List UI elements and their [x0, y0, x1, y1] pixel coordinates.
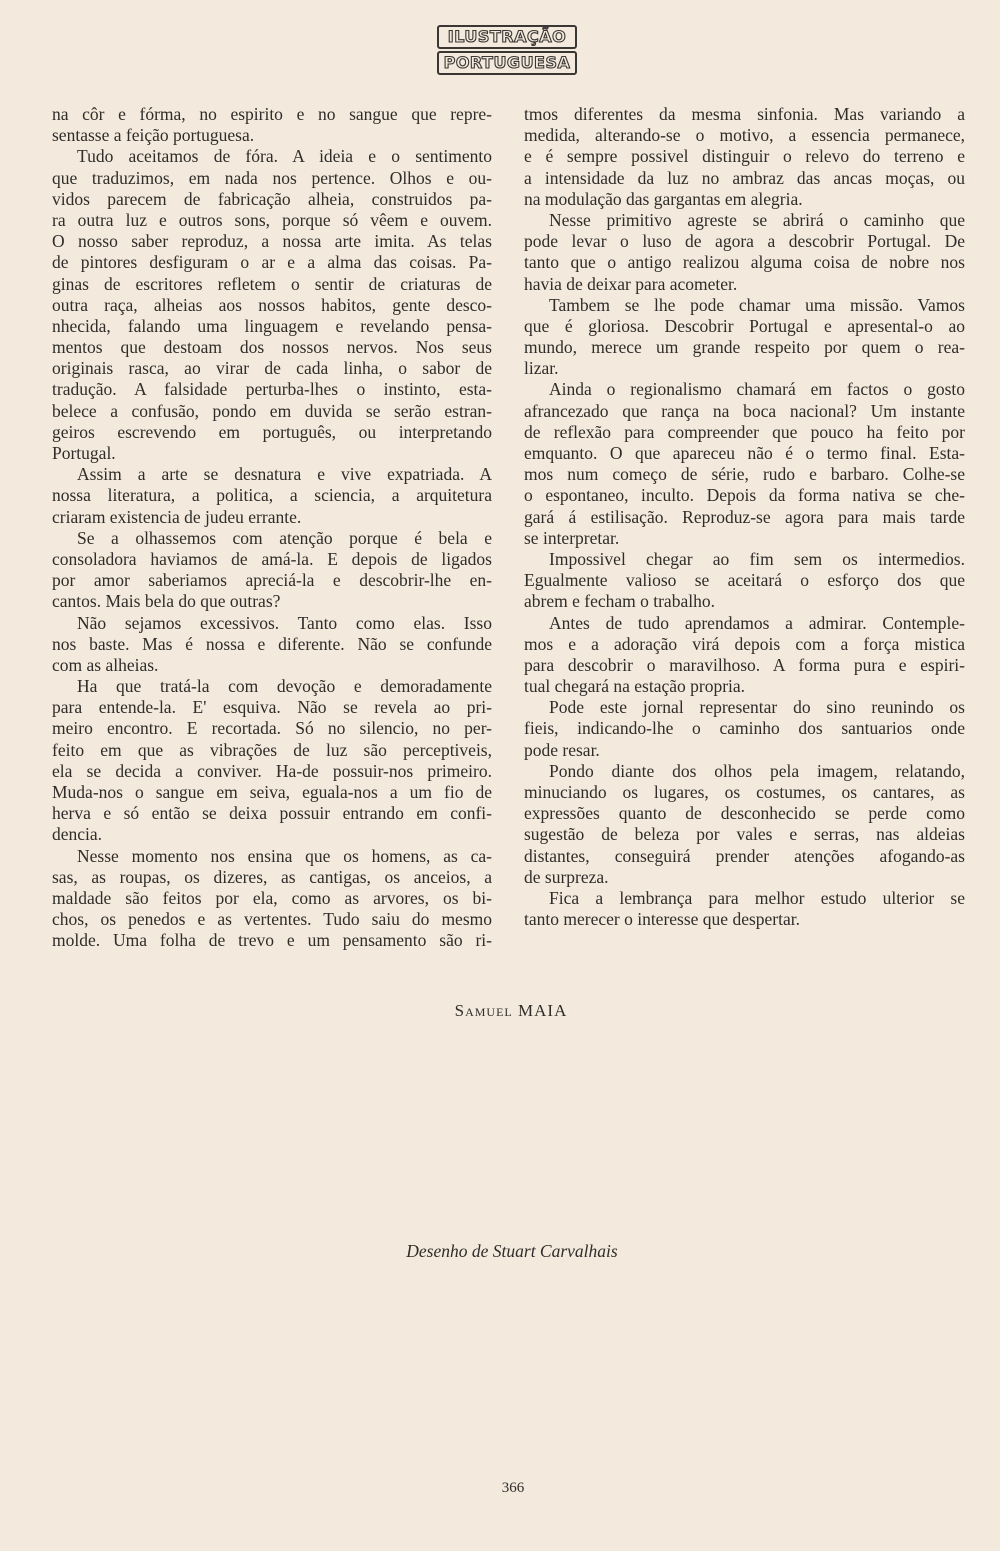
text-line: tmos diferentes da mesma sinfonia. Mas variando a [524, 104, 965, 124]
text-line: originais rasca, ao virar de cada linha, o sabor de [52, 358, 492, 379]
text-line: chos, os penedos e as vertentes. Tudo saiu do mesmo [52, 909, 492, 930]
masthead-logo [437, 25, 577, 77]
text-line: belece a confusão, pondo em duvida se serão estran- [52, 400, 492, 421]
page-number: 366 [501, 1480, 525, 1496]
text-column-left [52, 104, 492, 952]
paragraph [52, 104, 492, 146]
text-line: tual chegará na estação propria. [524, 676, 746, 697]
text-line: criaram existencia de judeu errante. [52, 506, 302, 527]
text-line: havia de deixar para acometer. [524, 273, 738, 294]
text-line: Muda-nos o sangue em seiva, eguala-nos a um fio de [52, 782, 492, 802]
text-line: na côr e fórma, no espirito e no sangue que repre- [52, 104, 492, 124]
text-line: de reflexão para compreender que pouco ha feito por [524, 421, 965, 442]
text-line: medida, alterando-se o motivo, a essencia permanece, [524, 125, 965, 146]
text-line: afrancezado que rança na boca nacional? Um instante [524, 400, 965, 421]
text-line: Egualmente valioso se aceitará o esforço dos que [524, 570, 965, 591]
text-line: mos e a adoração virá depois com a força mistica [524, 633, 965, 654]
paragraph [52, 676, 492, 846]
paragraph [52, 528, 492, 613]
text-line: maldade são feitos por ela, como as arvores, os bi- [52, 887, 492, 908]
text-line: fieis, indicando-lhe o caminho dos santuarios onde [524, 718, 965, 739]
text-line: outra raça, alheias aos nossos habitos, gente desco- [52, 294, 492, 315]
text-line: se interpretar. [524, 527, 620, 548]
text-line: molde. Uma folha de trevo e um pensamento são ri- [52, 930, 492, 951]
masthead-line-2: PORTUGUESA [437, 51, 577, 75]
text-line: tanto merecer o interesse que despertar. [524, 909, 800, 930]
text-line: Tudo aceitamos de fóra. A ideia e o sentimento [77, 146, 492, 167]
text-line: expressões quanto de desconhecido se perde como [524, 803, 965, 824]
text-line: lizar. [524, 358, 559, 379]
text-line: ginas de escritores refletem o sentir de criaturas de [52, 273, 492, 294]
paragraph [524, 613, 965, 698]
text-line: Antes de tudo aprendamos a admirar. Contemple- [549, 612, 965, 633]
text-line: Nesse primitivo agreste se abrirá o caminho que [549, 209, 965, 230]
paragraph [524, 104, 965, 210]
text-line: e é sempre possivel distinguir o relevo do terreno e [524, 146, 965, 167]
text-line: Fica a lembrança para melhor estudo ulterior se [549, 887, 965, 908]
text-line: nhecida, falando uma linguagem e revelando pensa- [52, 315, 492, 336]
text-line: sugestão de beleza por vales e serras, nas aldeias [524, 824, 965, 845]
author-signature [381, 1000, 641, 1022]
text-line: a intensidade da luz no ambraz das ancas moças, ou [524, 167, 965, 188]
text-line: de pintores desfiguram o ar e a alma das coisas. Pa- [52, 252, 492, 273]
text-line: pode levar o luso de agora a descobrir Portugal. De [524, 231, 965, 252]
paragraph [524, 888, 965, 930]
text-line: Tambem se lhe pode chamar uma missão. Vamos [549, 294, 965, 315]
text-line: mos num começo de série, rudo e barbaro. Colhe-se [524, 464, 965, 485]
text-line: para entende-la. E' esquiva. Não se revela ao pri- [52, 697, 492, 718]
text-line: que traduzimos, em nada nos pertence. Olhos e ou- [52, 167, 492, 188]
paragraph [52, 464, 492, 528]
text-line: na modulação das gargantas em alegria. [524, 188, 803, 209]
text-column-right [524, 104, 965, 930]
text-line: pode resar. [524, 739, 600, 760]
text-line: de surpreza. [524, 866, 609, 887]
text-line: meiro encontro. E recortada. Só no silencio, no per- [52, 718, 492, 739]
text-line: Pode este jornal representar do sino reunindo os [549, 697, 965, 718]
text-line: O nosso saber reproduz, a nossa arte imita. As telas [52, 231, 492, 252]
text-line: distantes, conseguirá prender atenções afogando-as [524, 845, 965, 866]
text-line: nossa literatura, a politica, a sciencia, a arquitetura [52, 485, 492, 506]
text-line: mentos que destoam dos nossos nervos. Nos seus [52, 337, 492, 358]
text-line: herva e só então se deixa possuir entrando em confi- [52, 803, 492, 824]
paragraph [52, 613, 492, 677]
text-line: vidos parecem de fabricação alheia, construidos pa- [52, 188, 492, 209]
text-line: para descobrir o maravilhoso. A forma pura e espiri- [524, 654, 965, 675]
text-line: com as alheias. [52, 654, 159, 675]
paragraph [524, 379, 965, 549]
illustration-credit: Desenho de Stuart Carvalhais [406, 1241, 618, 1261]
paragraph [524, 697, 965, 761]
text-line: tanto que o antigo realizou alguma coisa de nobre nos [524, 252, 965, 273]
author-first-name: Samuel [454, 1001, 513, 1020]
text-line: minuciando os lugares, os costumes, os cantares, as [524, 782, 965, 802]
text-line: Assim a arte se desnatura e vive expatriada. A [77, 464, 492, 485]
paragraph [52, 846, 492, 952]
text-line: geiros escrevendo em português, ou interpretando [52, 421, 492, 442]
text-line: consoladora haviamos de amá-la. E depois de ligados [52, 548, 492, 569]
text-line: Nesse momento nos ensina que os homens, as ca- [77, 845, 492, 866]
text-line: Se a olhassemos com atenção porque é bela e [77, 527, 492, 548]
text-line: que é gloriosa. Descobrir Portugal e apresental-o ao [524, 315, 965, 336]
text-line: feito em que as vibrações de luz são perceptiveis, [52, 739, 492, 760]
text-line: Ainda o regionalismo chamará em factos o gosto [549, 379, 965, 400]
text-line: nos baste. Mas é nossa e diferente. Não se confunde [52, 633, 492, 654]
text-line: mundo, merece um grande respeito por quem o rea- [524, 337, 965, 358]
text-line: sentasse a feição portuguesa. [52, 125, 255, 146]
text-line: emquanto. O que apareceu não é o termo final. Esta- [524, 443, 965, 463]
paragraph [524, 210, 965, 295]
text-line: sas, as roupas, os dizeres, as cantigas, os anceios, a [52, 866, 492, 887]
paragraph [524, 761, 965, 888]
author-last-name: MAIA [518, 1001, 568, 1020]
text-line: Ha que tratá-la com devoção e demoradamente [77, 676, 492, 697]
text-line: Impossivel chegar ao fim sem os intermedios. [549, 548, 965, 569]
text-line: ra outra luz e outros sons, porque só vêem e ouvem. [52, 209, 492, 230]
text-line: gará á estilisação. Reproduz-se agora para mais tarde [524, 506, 965, 527]
text-line: dencia. [52, 824, 103, 845]
text-line: Não sejamos excessivos. Tanto como elas. Isso [77, 612, 492, 633]
text-line: Pondo diante dos olhos pela imagem, relatando, [549, 760, 965, 781]
text-line: cantos. Mais bela do que outras? [52, 591, 281, 612]
paragraph [524, 549, 965, 613]
paragraph [524, 295, 965, 380]
paragraph [52, 146, 492, 464]
text-line: o espontaneo, inculto. Depois da forma nativa se che- [524, 485, 965, 506]
text-line: Portugal. [52, 443, 116, 463]
text-line: por amor saberiamos apreciá-la e descobrir-lhe en- [52, 570, 492, 591]
text-line: tradução. A falsidade perturba-lhes o instinto, esta- [52, 379, 492, 400]
masthead-line-1: ILUSTRAÇÃO [437, 25, 577, 49]
text-line: ela se decida a conviver. Ha-de possuir-nos primeiro. [52, 760, 492, 781]
text-line: abrem e fecham o trabalho. [524, 591, 715, 612]
